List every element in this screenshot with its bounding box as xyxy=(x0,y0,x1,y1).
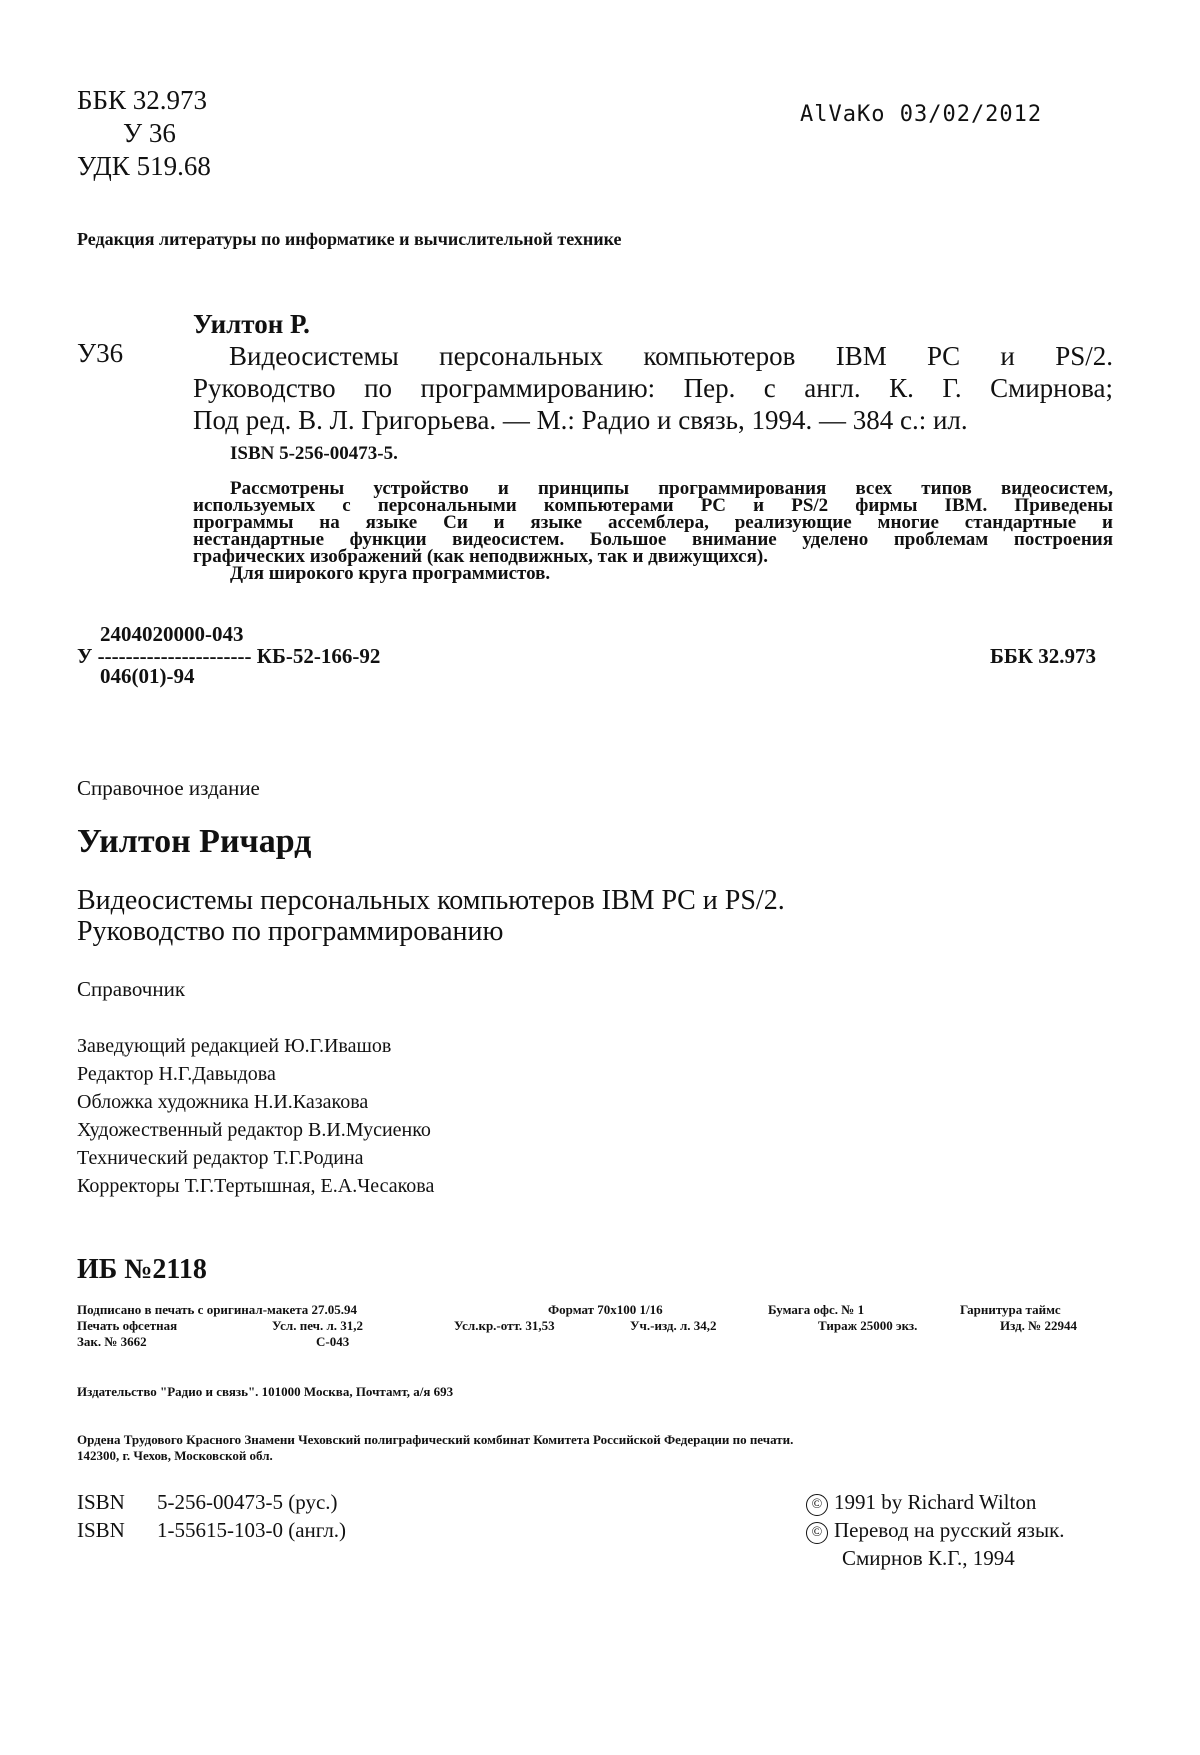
imprint-edition-sheets: Уч.-изд. л. 34,2 xyxy=(630,1318,717,1333)
book-title xyxy=(77,885,785,947)
udk-code: УДК 519.68 xyxy=(77,151,211,181)
catalog-code: У36 xyxy=(77,338,124,368)
copyright-translator: Смирнов К.Г., 1994 xyxy=(842,1546,1015,1570)
genre: Справочник xyxy=(77,977,186,1001)
staff-item: Заведующий редакцией Ю.Г.Ивашов xyxy=(77,1035,392,1057)
imprint-pub-no: Изд. № 22944 xyxy=(1000,1318,1077,1333)
imprint-print: Печать офсетная xyxy=(77,1318,178,1333)
isbn-label: ISBN xyxy=(77,1490,125,1514)
staff-item: Корректоры Т.Г.Тертышная, Е.А.Чесакова xyxy=(77,1175,435,1197)
copyright-icon: © xyxy=(806,1522,828,1544)
printer-line-1: Ордена Трудового Красного Знамени Чеховский полиграфический комбинат Комитета Российской Федерации по печати. xyxy=(77,1432,794,1447)
imprint-run: Тираж 25000 экз. xyxy=(818,1318,918,1333)
isbn-label: ISBN xyxy=(77,1518,125,1542)
publisher: Издательство "Радио и связь". 101000 Москва, Почтамт, а/я 693 xyxy=(77,1384,454,1399)
imprint-signed: Подписано в печать с оригинал-макета 27.05.94 xyxy=(77,1302,358,1317)
title-line-1: Видеосистемы персональных компьютеров IBM PC и PS/2. xyxy=(77,885,785,916)
staff-item: Обложка художника Н.И.Казакова xyxy=(77,1091,369,1113)
imprint-sheets: Усл. печ. л. 31,2 xyxy=(272,1318,364,1333)
index-bottom: 046(01)-94 xyxy=(100,664,195,688)
title-line-2: Руководство по программированию xyxy=(77,916,504,947)
edition-type: Справочное издание xyxy=(77,776,260,800)
staff-list xyxy=(77,1032,434,1200)
staff-item: Художественный редактор В.И.Мусиенко xyxy=(77,1119,431,1141)
catalog-line-3: Под ред. В. Л. Григорьева. — М.: Радио и связь, 1994. — 384 с.: ил. xyxy=(193,405,968,435)
scan-mark: AlVaKo 03/02/2012 xyxy=(800,102,1043,127)
catalog-author: Уилтон Р. xyxy=(193,309,310,339)
isbn-row xyxy=(77,1516,346,1544)
copyright-original xyxy=(806,1488,1065,1516)
bbk-code: ББК 32.973 xyxy=(77,85,208,115)
abstract-line: нестандартные функции видеосистем. Большое внимание уделено проблемам построения xyxy=(193,529,1113,550)
imprint-series: С-043 xyxy=(316,1334,350,1349)
isbn-value: 5-256-00473-5 (рус.) xyxy=(157,1490,338,1514)
printer-line-2: 142300, г. Чехов, Московской обл. xyxy=(77,1448,273,1463)
abstract-line: графических изображений (как неподвижных, так и движущихся). xyxy=(193,546,768,567)
editorial-office: Редакция литературы по информатике и вычислительной технике xyxy=(77,229,622,249)
imprint-typeface: Гарнитура таймс xyxy=(960,1302,1061,1317)
catalog-card xyxy=(193,308,1113,436)
catalog-line-2: Руководство по программированию: Пер. с англ. К. Г. Смирнова; xyxy=(193,373,1113,403)
copyright-translation-text: Перевод на русский язык. xyxy=(834,1518,1065,1542)
index-top: 2404020000-043 xyxy=(100,622,244,646)
staff-item: Технический редактор Т.Г.Родина xyxy=(77,1147,364,1169)
audience-line: Для широкого круга программистов. xyxy=(230,563,551,584)
imprint-format: Формат 70х100 1/16 xyxy=(548,1302,663,1317)
ib-number: ИБ №2118 xyxy=(77,1254,207,1285)
abstract-line: Рассмотрены устройство и принципы программирования всех типов видеосистем, xyxy=(230,478,1113,499)
imprint-order: Зак. № 3662 xyxy=(77,1334,147,1349)
copyright-original-text: 1991 by Richard Wilton xyxy=(834,1490,1037,1514)
author-name: Уилтон Ричард xyxy=(77,823,312,860)
abstract xyxy=(193,480,1113,582)
index-middle: У ---------------------- КБ-52-166-92 xyxy=(77,644,381,668)
author-mark: У 36 xyxy=(123,118,176,148)
printer xyxy=(77,1432,793,1464)
catalog-line-1: Видеосистемы персональных компьютеров IBM PC и PS/2. xyxy=(229,341,1113,371)
isbn-value: 1-55615-103-0 (англ.) xyxy=(157,1518,347,1542)
bbk-right: ББК 32.973 xyxy=(990,644,1096,668)
catalog-isbn: ISBN 5-256-00473-5. xyxy=(230,443,398,464)
copyright-translation xyxy=(806,1516,1065,1544)
staff-item: Редактор Н.Г.Давыдова xyxy=(77,1063,276,1085)
abstract-line: используемых с персональными компьютерами PC и PS/2 фирмы IBM. Приведены xyxy=(193,495,1113,516)
isbn-row xyxy=(77,1488,346,1516)
copyright-icon: © xyxy=(806,1494,828,1516)
imprint-paper: Бумага офс. № 1 xyxy=(768,1302,865,1317)
isbn-list xyxy=(77,1488,346,1544)
abstract-line: программы на языке Си и языке ассемблера, реализующие многие стандартные и xyxy=(193,512,1113,533)
copyright-block xyxy=(806,1488,1065,1572)
imprint-color-prints: Усл.кр.-отт. 31,53 xyxy=(454,1318,555,1333)
classification-block xyxy=(77,84,211,183)
